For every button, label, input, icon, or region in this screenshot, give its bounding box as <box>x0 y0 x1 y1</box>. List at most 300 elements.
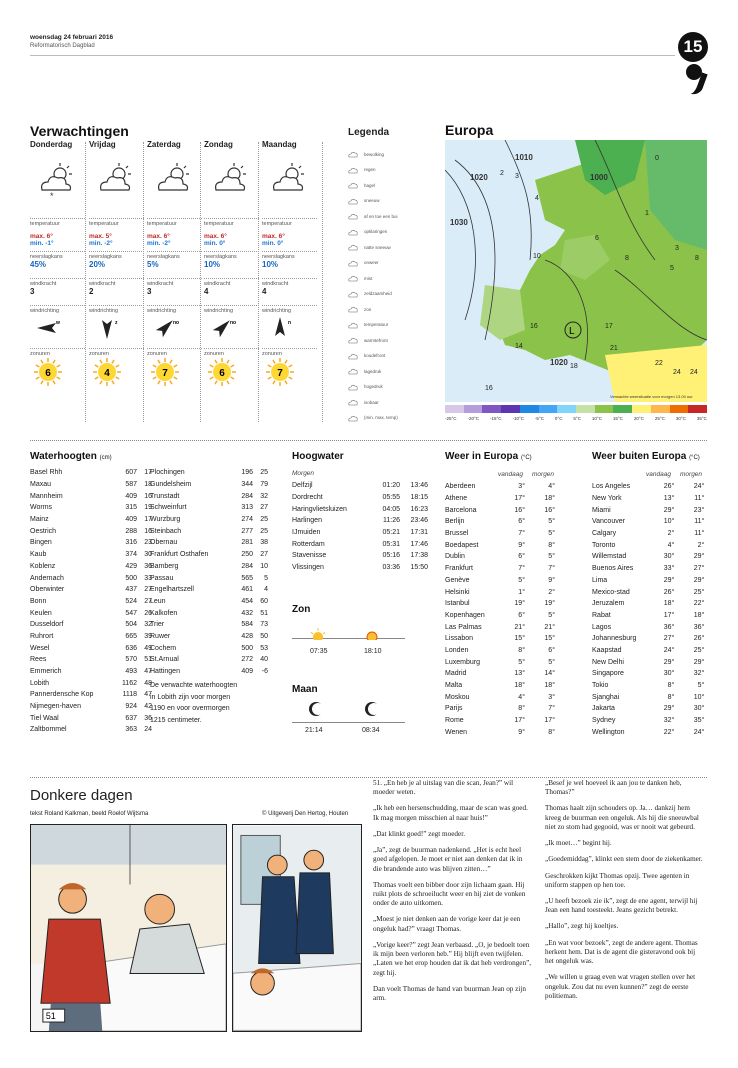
sun-label: zonuren <box>30 348 85 357</box>
svg-text:8: 8 <box>695 255 699 262</box>
sun-label: zonuren <box>89 348 144 357</box>
europe-weather-header-today: vandaag <box>498 471 523 478</box>
table-row: Obernau 281 38 <box>150 539 268 547</box>
table-row: Hattingen 409 -6 <box>150 668 268 676</box>
scale-label: 20°C <box>633 416 644 421</box>
sun-hours-icon <box>262 357 317 389</box>
table-row: Wellington 22° 24° <box>592 728 705 736</box>
water-levels-table-1 <box>30 467 152 736</box>
table-row: Zaltbommel 363 24 <box>30 726 152 734</box>
table-row: Basel Rhh 607 17 <box>30 469 152 477</box>
sun-title: Zon <box>292 604 311 615</box>
svg-text:3: 3 <box>675 245 679 252</box>
day-separator <box>85 142 86 422</box>
table-row: Istanbul 19° 19° <box>445 600 555 608</box>
newspaper-name: Reformatorisch Dagblad <box>30 43 95 49</box>
wind-direction-arrow-icon <box>204 314 259 344</box>
moon-horizon-line <box>292 722 405 723</box>
scale-swatch <box>482 405 501 413</box>
story-paragraph: „Vorige keer?” zegt Jean verbaasd. „O, je bedoelt toen ik mijn been verloren heb.” Hij blijft even twijfelen. „Laten we het erop houden dat ik dat heb verdrongen”, zegt hij. <box>373 940 532 977</box>
legend-item: af en toe een bui <box>348 212 398 220</box>
table-row: Maxau 587 18 <box>30 481 152 489</box>
temp-label: temperatuur <box>89 218 144 227</box>
min-temp: min. -1° <box>30 240 54 247</box>
sunset-icon <box>364 628 380 640</box>
table-row: Pannerdensche Kop 1118 47 <box>30 691 152 699</box>
min-temp: min. -2° <box>89 240 113 247</box>
table-row: Brussel 7° 5° <box>445 530 555 538</box>
table-row: Sjanghai 8° 10° <box>592 693 705 701</box>
table-row: Buenos Aires 33° 27° <box>592 565 705 573</box>
table-row: Jeruzalem 18° 22° <box>592 600 705 608</box>
moonset-icon <box>364 700 380 718</box>
table-row: Ruhrort 665 39 <box>30 632 152 640</box>
max-temp: max. 6° <box>262 233 285 240</box>
wind-label: windkracht <box>30 278 85 287</box>
legend-symbol-icon <box>348 228 358 236</box>
table-row: Frankfurt 7° 7° <box>445 565 555 573</box>
table-row: Wurzburg 274 25 <box>150 516 268 524</box>
story-paragraph: „U heeft bezoek zie ik”, zegt de ene agent, terwijl hij Jean een hand toesteekt. Jeans gezicht betrekt. <box>545 896 698 915</box>
day-separator <box>143 142 144 422</box>
table-row: Miami 29° 23° <box>592 506 705 514</box>
temp-label: temperatuur <box>262 218 317 227</box>
table-row: Aberdeen 3° 4° <box>445 483 555 491</box>
scale-label: 30°C <box>675 416 686 421</box>
story-paragraph: Thomas haalt zijn schouders op. Ja… dankzij hem kreeg de buurman een ongeluk. Als hij die sneeuwbal niet zo stom had gegooid, was er nooit wat gebeurd. <box>545 804 699 831</box>
table-row: Frankfurt Osthafen 250 27 <box>150 551 268 559</box>
svg-text:10: 10 <box>533 253 541 260</box>
water-levels-note <box>150 680 237 727</box>
table-row: Los Angeles 26° 24° <box>592 483 705 491</box>
legend-item: onweer <box>348 259 379 267</box>
table-row: Genève 5° 9° <box>445 576 555 584</box>
europe-map-title: Europa <box>445 122 494 138</box>
table-row: Harlingen 11:26 23:46 <box>292 517 428 525</box>
comic-copyright: © Uitgeverij Den Hertog, Houten <box>262 811 349 817</box>
sun-label: zonuren <box>147 348 202 357</box>
svg-text:7: 7 <box>162 368 168 379</box>
wind-force: 2 <box>89 287 94 296</box>
sun-hours-icon <box>204 357 259 389</box>
table-row: Koblenz 429 36 <box>30 562 152 570</box>
scale-label: 15°C <box>612 416 623 421</box>
scale-swatch <box>688 405 707 413</box>
europe-weather-map <box>445 140 707 402</box>
temp-label: temperatuur <box>204 218 259 227</box>
comic-panel-left <box>30 824 227 1032</box>
day-name: Vrijdag <box>89 140 116 149</box>
header-divider <box>30 55 675 56</box>
svg-text:no: no <box>230 320 237 326</box>
issue-date: woensdag 24 februari 2016 <box>30 34 114 41</box>
note-line: De verwachte waterhoogten <box>150 682 238 689</box>
europe-weather-table <box>445 481 555 738</box>
table-row: Plochingen 196 25 <box>150 469 268 477</box>
legend-symbol-icon <box>348 367 358 375</box>
high-tide-subtitle: Morgen <box>292 470 315 477</box>
wind-label: windkracht <box>204 278 259 287</box>
rain-label: neerslagkans <box>89 251 144 260</box>
direction-label: windrichting <box>89 305 144 314</box>
comic-credits: tekst Roland Kalkman, beeld Roelof Wijtsma <box>30 811 149 817</box>
scale-label: -10°C <box>512 416 525 421</box>
table-row: Haringvlietsluizen 04:05 16:23 <box>292 505 428 513</box>
story-paragraph: „Moest je niet denken aan de vorige keer dat je een ongeluk had?” vraagt Thomas. <box>373 915 521 933</box>
sunrise-icon <box>310 628 326 640</box>
scale-label: 10°C <box>591 416 602 421</box>
story-paragraph: „Besef je wel hoeveel ik aan jou te danken heb, Thomas?” <box>545 779 682 797</box>
europe-weather-title: Weer in Europa (°C) <box>445 451 532 462</box>
svg-text:6: 6 <box>595 235 599 242</box>
high-tide-table <box>292 480 428 574</box>
svg-text:4: 4 <box>535 195 539 202</box>
section-divider <box>30 440 707 441</box>
table-row: Leun 454 60 <box>150 597 268 605</box>
cloud-snow-sun-icon <box>30 154 85 214</box>
table-row: Vlissingen 03:36 15:50 <box>292 564 428 572</box>
legend-symbol-icon <box>348 243 358 251</box>
legend-item: hagel <box>348 181 375 189</box>
story-paragraph: 51. „En heb je al uitslag van die scan, Jean?” wil moeder weten. <box>373 779 514 797</box>
legend-item: zon <box>348 305 371 313</box>
moonrise-time: 21:14 <box>305 727 323 734</box>
max-temp: max. 6° <box>204 233 227 240</box>
table-row: Keulen 547 26 <box>30 609 152 617</box>
legend-symbol-icon <box>348 383 358 391</box>
scale-label: -15°C <box>489 416 502 421</box>
table-row: Mannheim 409 16 <box>30 492 152 500</box>
direction-label: windrichting <box>147 305 202 314</box>
table-row: Stavenisse 05:16 17:38 <box>292 552 428 560</box>
story-paragraph: „Hallo”, zegt hij koeltjes. <box>545 922 619 931</box>
legend-item: bewolking <box>348 150 384 158</box>
scale-swatch <box>613 405 632 413</box>
table-row: Bingen 316 23 <box>30 539 152 547</box>
day-separator <box>258 142 259 422</box>
min-temp: min. 0° <box>204 240 226 247</box>
max-temp: max. 6° <box>30 233 53 240</box>
legend-item: lagedruk <box>348 367 381 375</box>
scale-label: -20°C <box>467 416 480 421</box>
svg-text:24: 24 <box>690 369 698 376</box>
rain-label: neerslagkans <box>204 251 259 260</box>
wind-force: 3 <box>30 287 35 296</box>
legend-title: Legenda <box>348 127 390 138</box>
svg-text:L: L <box>569 326 575 337</box>
table-row: Malta 18° 18° <box>445 682 555 690</box>
scale-swatch <box>445 405 464 413</box>
scale-swatch <box>539 405 558 413</box>
svg-text:7: 7 <box>277 368 283 379</box>
table-row: Rees 570 51 <box>30 656 152 664</box>
svg-text:Verwachte weersituatie voor mo: Verwachte weersituatie voor morgen 13.00 uur <box>610 394 693 399</box>
day-name: Donderdag <box>30 140 73 149</box>
forecast-day <box>30 140 85 389</box>
table-row: New Delhi 29° 29° <box>592 658 705 666</box>
svg-text:0: 0 <box>655 155 659 162</box>
table-row: Bonn 524 27 <box>30 597 152 605</box>
svg-text:22: 22 <box>655 360 663 367</box>
legend-item: warmtefront <box>348 336 388 344</box>
table-row: Passau 565 5 <box>150 574 268 582</box>
world-weather-title: Weer buiten Europa (°C) <box>592 451 700 462</box>
table-row: Madrid 13° 14° <box>445 670 555 678</box>
world-weather-header-tomorrow: morgen <box>680 471 703 478</box>
day-name: Zondag <box>204 140 233 149</box>
table-row: Lobith 1162 48 <box>30 679 152 687</box>
table-row: Singapore 30° 32° <box>592 670 705 678</box>
svg-text:6: 6 <box>45 368 51 379</box>
legend-item: (min. max. temp) <box>348 414 398 422</box>
world-weather-table <box>592 481 704 738</box>
svg-text:1000: 1000 <box>590 173 608 182</box>
table-row: Las Palmas 21° 21° <box>445 623 555 631</box>
rain-chance: 5% <box>147 260 159 269</box>
moon-title: Maan <box>292 684 318 695</box>
table-row: Athene 17° 18° <box>445 495 555 503</box>
max-temp: max. 6° <box>147 233 170 240</box>
temperature-scale-labels <box>445 416 707 421</box>
wind-label: windkracht <box>147 278 202 287</box>
sunset-time: 18:10 <box>364 648 382 655</box>
legend-item: zeldzaamheid <box>348 290 392 298</box>
legend-symbol-icon <box>348 181 358 189</box>
europe-weather-header-tomorrow: morgen <box>532 471 555 478</box>
svg-text:24: 24 <box>673 369 681 376</box>
table-row: Moskou 4° 3° <box>445 693 555 701</box>
sunrise-time: 07:35 <box>310 648 328 655</box>
table-row: Lissabon 15° 15° <box>445 635 555 643</box>
scale-label: -5°C <box>534 416 544 421</box>
moonrise-icon <box>308 700 324 718</box>
svg-text:1020: 1020 <box>470 173 488 182</box>
svg-text:5: 5 <box>670 265 674 272</box>
table-row: Engelhartszell 461 4 <box>150 586 268 594</box>
forecast-title: Verwachtingen <box>30 123 129 139</box>
legend-symbol-icon <box>348 259 358 267</box>
table-row: Dublin 6° 5° <box>445 553 555 561</box>
scale-swatch <box>520 405 539 413</box>
scale-swatch <box>670 405 689 413</box>
water-levels-title: Waterhoogten (cm) <box>30 451 112 462</box>
legend-symbol-icon <box>348 166 358 174</box>
table-row: Trunstadt 284 32 <box>150 492 268 500</box>
table-row: Wenen 9° 8° <box>445 728 555 736</box>
cloud-sun-icon <box>204 154 259 214</box>
svg-text:1030: 1030 <box>450 218 468 227</box>
temp-label: temperatuur <box>30 218 85 227</box>
legend-symbol-icon <box>348 274 358 282</box>
legend-symbol-icon <box>348 197 358 205</box>
svg-text:1: 1 <box>645 210 649 217</box>
forecast-day <box>147 140 202 389</box>
table-row: Calgary 2° 11° <box>592 530 705 538</box>
story-paragraph: „Ik moet…” begint hij. <box>545 839 612 848</box>
table-row: Andernach 500 33 <box>30 574 152 582</box>
rain-label: neerslagkans <box>30 251 85 260</box>
svg-text:w: w <box>56 320 60 326</box>
svg-text:*: * <box>50 191 54 200</box>
max-temp: max. 5° <box>89 233 112 240</box>
table-row: Kaapstad 24° 25° <box>592 646 705 654</box>
svg-text:1020: 1020 <box>550 358 568 367</box>
legend-symbol-icon <box>348 321 358 329</box>
direction-label: windrichting <box>204 305 259 314</box>
direction-label: windrichting <box>262 305 317 314</box>
scale-swatch <box>557 405 576 413</box>
cloud-sun-icon <box>262 154 317 214</box>
min-temp: min. -2° <box>147 240 171 247</box>
story-paragraph: „We willen u graag even wat vragen stellen over het ongeluk. Zou dat nu even kunnen?” zegt de eerste politieman. <box>545 973 696 1000</box>
svg-text:4: 4 <box>104 368 110 379</box>
world-weather-header-today: vandaag <box>646 471 671 478</box>
legend-symbol-icon <box>348 398 358 406</box>
story-paragraph: „Goedemiddag”, klinkt een stem door de ziekenkamer. <box>545 855 703 864</box>
day-name: Maandag <box>262 140 297 149</box>
table-row: Trier 584 73 <box>150 621 268 629</box>
table-row: Sydney 32° 35° <box>592 717 705 725</box>
table-row: Emmerich 493 47 <box>30 668 152 676</box>
story-paragraph: Dan voelt Thomas de hand van buurman Jean op zijn arm. <box>373 984 526 1002</box>
legend-item: opklaringen <box>348 228 387 236</box>
scale-label: 25°C <box>654 416 665 421</box>
note-line: 1215 centimeter. <box>150 717 202 725</box>
forecast-day <box>204 140 259 389</box>
table-row: Kaub 374 30 <box>30 551 152 559</box>
note-line: in Lobith zijn voor morgen <box>150 693 231 701</box>
table-row: Worms 315 19 <box>30 504 152 512</box>
table-row: Johannesburg 27° 26° <box>592 635 705 643</box>
story-paragraph: „En wat voor bezoek”, zegt de andere agent. Thomas herkent hem. Dat is de agent die gisteravond ook bij het ongeluk was. <box>545 938 698 966</box>
day-separator <box>200 142 201 422</box>
table-row: Bamberg 284 10 <box>150 562 268 570</box>
legend-symbol-icon <box>348 305 358 313</box>
legend-symbol-icon <box>348 352 358 360</box>
table-row: Rotterdam 05:31 17:46 <box>292 540 428 548</box>
rain-chance: 10% <box>262 260 279 269</box>
svg-text:14: 14 <box>515 343 523 350</box>
cloud-sun-icon <box>147 154 202 214</box>
legend-item: hogedruk <box>348 383 383 391</box>
table-row: Parijs 8° 7° <box>445 705 555 713</box>
story-column-1 <box>373 779 533 1010</box>
forecast-day <box>89 140 144 389</box>
scale-label: -25°C <box>445 416 457 421</box>
table-row: Willemstad 30° 29° <box>592 553 705 561</box>
scale-swatch <box>632 405 651 413</box>
day-name: Zaterdag <box>147 140 181 149</box>
rain-chance: 45% <box>30 260 47 269</box>
legend-item: mist <box>348 274 372 282</box>
wind-direction-arrow-icon <box>30 314 85 344</box>
legend-item: isobaar <box>348 398 379 406</box>
scale-swatch <box>464 405 483 413</box>
svg-text:17: 17 <box>605 323 613 330</box>
table-row: Delfzijl 01:20 13:46 <box>292 482 428 490</box>
rain-chance: 10% <box>204 260 221 269</box>
comic-title: Donkere dagen <box>30 787 133 804</box>
scale-swatch <box>501 405 520 413</box>
table-row: Toronto 4° 2° <box>592 541 705 549</box>
temp-label: temperatuur <box>147 218 202 227</box>
legend-item: regen <box>348 166 376 174</box>
story-column-2 <box>545 779 705 1008</box>
story-paragraph: Geschrokken kijkt Thomas opzij. Twee agenten in uniform stappen op hen toe. <box>545 871 690 889</box>
wind-force: 4 <box>262 287 267 296</box>
svg-text:18: 18 <box>570 363 578 370</box>
min-temp: min. 0° <box>262 240 284 247</box>
rain-chance: 20% <box>89 260 106 269</box>
svg-text:16: 16 <box>530 323 538 330</box>
sun-label: zonuren <box>262 348 317 357</box>
svg-text:n: n <box>288 320 292 326</box>
scale-swatch <box>595 405 614 413</box>
direction-label: windrichting <box>30 305 85 314</box>
forecast-day <box>262 140 317 389</box>
table-row: Steinbach 277 25 <box>150 527 268 535</box>
table-row: Mainz 409 17 <box>30 516 152 524</box>
wind-label: windkracht <box>262 278 317 287</box>
table-row: Lagos 36° 36° <box>592 623 705 631</box>
table-row: Barcelona 16° 16° <box>445 506 555 514</box>
story-paragraph: „Ik heb een hersenschudding, maar de scan was goed. Ik mag morgen misschien al naar huis!” <box>373 804 528 822</box>
rain-label: neerslagkans <box>147 251 202 260</box>
sun-hours-icon <box>89 357 144 389</box>
legend-item: koudefront <box>348 352 385 360</box>
table-row: Gundelsheim 344 79 <box>150 481 268 489</box>
temperature-color-scale <box>445 405 707 413</box>
table-row: Kalkofen 432 51 <box>150 609 268 617</box>
table-row: Tokio 8° 5° <box>592 682 705 690</box>
table-row: Schweinfurt 313 27 <box>150 504 268 512</box>
svg-text:21: 21 <box>610 345 618 352</box>
svg-text:no: no <box>173 320 180 326</box>
svg-text:51: 51 <box>45 1011 56 1022</box>
scale-swatch <box>576 405 595 413</box>
wind-force: 4 <box>204 287 209 296</box>
svg-text:1010: 1010 <box>515 153 533 162</box>
wind-direction-arrow-icon <box>89 314 144 344</box>
comic-panel-right <box>232 824 362 1032</box>
svg-text:z: z <box>115 320 118 326</box>
legend-symbol-icon <box>348 150 358 158</box>
table-row: Jakarta 29° 30° <box>592 705 705 713</box>
legend-symbol-icon <box>348 290 358 298</box>
table-row: Cochem 500 53 <box>150 644 268 652</box>
table-row: Lima 29° 29° <box>592 576 705 584</box>
legend-item: temperatuur <box>348 321 388 329</box>
rain-label: neerslagkans <box>262 251 317 260</box>
wind-direction-arrow-icon <box>262 314 317 344</box>
section-divider-2 <box>30 777 707 778</box>
svg-text:16: 16 <box>485 385 493 392</box>
wind-force: 3 <box>147 287 152 296</box>
scale-label: 35°C <box>696 416 707 421</box>
day-separator <box>322 142 323 422</box>
table-row: Boedapest 9° 8° <box>445 541 555 549</box>
table-row: Oestrich 288 16 <box>30 527 152 535</box>
table-row: IJmuiden 05:21 17:31 <box>292 529 428 537</box>
table-row: New York 13° 11° <box>592 495 705 503</box>
table-row: Rome 17° 17° <box>445 717 555 725</box>
table-row: Londen 8° 6° <box>445 646 555 654</box>
page-number: 15 <box>678 32 708 62</box>
table-row: Dusseldorf 504 32 <box>30 621 152 629</box>
svg-text:8: 8 <box>625 255 629 262</box>
svg-text:6: 6 <box>219 368 225 379</box>
scale-label: 0°C <box>554 416 563 421</box>
